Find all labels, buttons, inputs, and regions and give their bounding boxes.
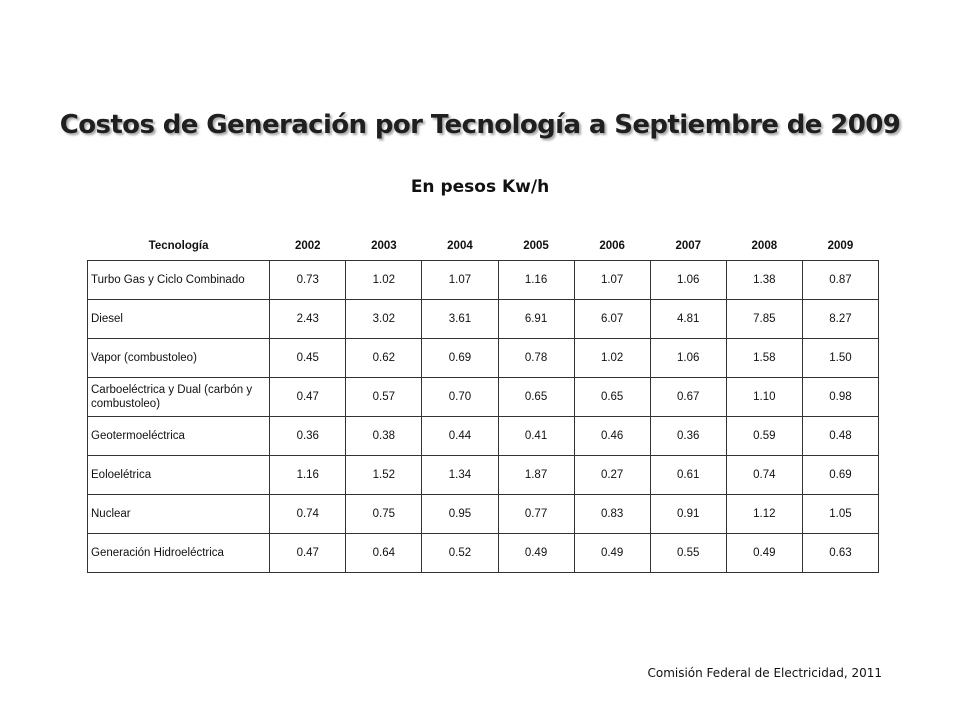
column-header-tecnologia: Tecnología bbox=[148, 239, 209, 252]
value-cell: 1.05 bbox=[802, 495, 878, 534]
value-cell: 6.91 bbox=[498, 300, 574, 339]
value-cell: 0.64 bbox=[346, 534, 422, 573]
value-cell: 0.69 bbox=[422, 339, 498, 378]
table-row bbox=[88, 495, 879, 534]
value-cell: 0.98 bbox=[802, 378, 878, 417]
table-row bbox=[88, 339, 879, 378]
value-cell: 3.02 bbox=[346, 300, 422, 339]
value-cell: 0.44 bbox=[422, 417, 498, 456]
value-cell: 0.57 bbox=[346, 378, 422, 417]
value-cell: 0.46 bbox=[574, 417, 650, 456]
slide-subtitle: En pesos Kw/h bbox=[410, 177, 550, 197]
value-cell: 0.95 bbox=[422, 495, 498, 534]
table-row bbox=[88, 456, 879, 495]
value-cell: 1.52 bbox=[346, 456, 422, 495]
value-cell: 0.52 bbox=[422, 534, 498, 573]
column-header-year: 2007 bbox=[675, 239, 702, 252]
slide-title: Costos de Generación por Tecnología a Septiembre de 2009 bbox=[59, 110, 901, 140]
value-cell: 0.55 bbox=[650, 534, 726, 573]
technology-cell: Vapor (combustoleo) bbox=[88, 339, 270, 378]
value-cell: 0.69 bbox=[802, 456, 878, 495]
value-cell: 0.47 bbox=[270, 534, 346, 573]
value-cell: 8.27 bbox=[802, 300, 878, 339]
value-cell: 0.41 bbox=[498, 417, 574, 456]
technology-cell: Carboeléctrica y Dual (carbón y combustoleo) bbox=[88, 378, 270, 417]
technology-cell: Eoloelétrica bbox=[88, 456, 270, 495]
value-cell: 0.38 bbox=[346, 417, 422, 456]
value-cell: 1.07 bbox=[574, 261, 650, 300]
value-cell: 1.16 bbox=[498, 261, 574, 300]
table-row bbox=[88, 417, 879, 456]
column-header-year: 2005 bbox=[523, 239, 549, 252]
technology-cell: Nuclear bbox=[88, 495, 270, 534]
value-cell: 1.02 bbox=[574, 339, 650, 378]
value-cell: 1.06 bbox=[650, 261, 726, 300]
value-cell: 0.70 bbox=[422, 378, 498, 417]
table-row bbox=[88, 300, 879, 339]
value-cell: 0.62 bbox=[346, 339, 422, 378]
table-row bbox=[88, 378, 879, 417]
value-cell: 1.12 bbox=[726, 495, 802, 534]
source-citation: Comisión Federal de Electricidad, 2011 bbox=[647, 666, 882, 680]
value-cell: 0.59 bbox=[726, 417, 802, 456]
value-cell: 0.49 bbox=[574, 534, 650, 573]
value-cell: 1.07 bbox=[422, 261, 498, 300]
column-header-year: 2009 bbox=[827, 239, 854, 252]
value-cell: 0.74 bbox=[270, 495, 346, 534]
technology-cell: Turbo Gas y Ciclo Combinado bbox=[88, 261, 270, 300]
value-cell: 1.10 bbox=[726, 378, 802, 417]
value-cell: 0.61 bbox=[650, 456, 726, 495]
value-cell: 0.49 bbox=[726, 534, 802, 573]
value-cell: 0.83 bbox=[574, 495, 650, 534]
value-cell: 1.58 bbox=[726, 339, 802, 378]
value-cell: 0.45 bbox=[270, 339, 346, 378]
technology-cell: Geotermoeléctrica bbox=[88, 417, 270, 456]
value-cell: 1.50 bbox=[802, 339, 878, 378]
table-row bbox=[88, 534, 879, 573]
table-row bbox=[88, 261, 879, 300]
generation-costs-table bbox=[87, 231, 879, 573]
table-header-row bbox=[88, 231, 879, 261]
technology-cell: Diesel bbox=[88, 300, 270, 339]
column-header-year: 2008 bbox=[751, 239, 778, 252]
column-header-year: 2006 bbox=[599, 239, 625, 252]
column-header-year: 2003 bbox=[371, 239, 397, 252]
value-cell: 3.61 bbox=[422, 300, 498, 339]
column-header-year: 2002 bbox=[294, 239, 321, 252]
value-cell: 0.74 bbox=[726, 456, 802, 495]
value-cell: 0.78 bbox=[498, 339, 574, 378]
value-cell: 0.65 bbox=[498, 378, 574, 417]
value-cell: 1.38 bbox=[726, 261, 802, 300]
technology-cell: Generación Hidroeléctrica bbox=[88, 534, 270, 573]
value-cell: 0.77 bbox=[498, 495, 574, 534]
value-cell: 1.06 bbox=[650, 339, 726, 378]
value-cell: 1.02 bbox=[346, 261, 422, 300]
value-cell: 0.49 bbox=[498, 534, 574, 573]
value-cell: 0.75 bbox=[346, 495, 422, 534]
value-cell: 1.16 bbox=[270, 456, 346, 495]
value-cell: 0.91 bbox=[650, 495, 726, 534]
value-cell: 0.87 bbox=[802, 261, 878, 300]
value-cell: 4.81 bbox=[650, 300, 726, 339]
value-cell: 6.07 bbox=[574, 300, 650, 339]
value-cell: 0.63 bbox=[802, 534, 878, 573]
value-cell: 0.73 bbox=[270, 261, 346, 300]
value-cell: 0.47 bbox=[270, 378, 346, 417]
value-cell: 0.36 bbox=[650, 417, 726, 456]
value-cell: 2.43 bbox=[270, 300, 346, 339]
value-cell: 0.67 bbox=[650, 378, 726, 417]
value-cell: 0.36 bbox=[270, 417, 346, 456]
value-cell: 0.65 bbox=[574, 378, 650, 417]
value-cell: 0.27 bbox=[574, 456, 650, 495]
column-header-year: 2004 bbox=[447, 239, 473, 252]
value-cell: 1.34 bbox=[422, 456, 498, 495]
value-cell: 0.48 bbox=[802, 417, 878, 456]
value-cell: 1.87 bbox=[498, 456, 574, 495]
value-cell: 7.85 bbox=[726, 300, 802, 339]
